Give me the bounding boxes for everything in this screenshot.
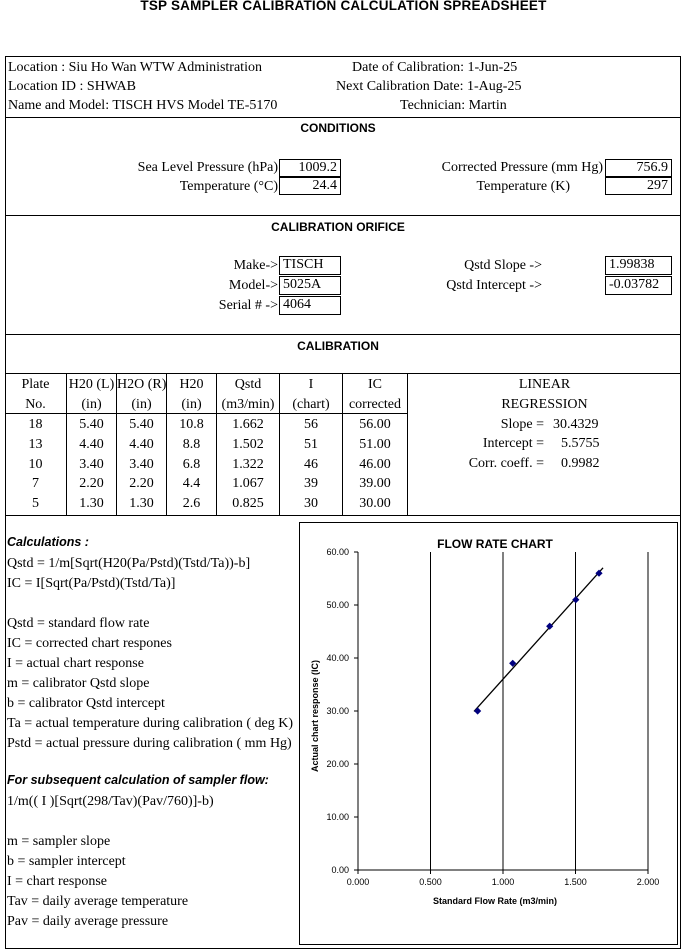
table-cell-ic-corrected: 39.00 [359,476,391,492]
technician: Technician: Martin [400,98,507,113]
table-cell-ic-corrected: 46.00 [359,456,391,472]
chart-title: FLOW RATE CHART [437,537,553,551]
def-i-chart-response: I = chart response [7,874,108,889]
col-header-h2o-r: H2O (R) [117,377,166,392]
slope-label: Slope = [500,417,544,432]
table-cell-h20: 4.4 [182,476,201,492]
table-cell-h20: 2.6 [182,496,201,512]
table-cell-i-chart: 30 [304,496,318,512]
subsequent-heading: For subsequent calculation of sampler flow: [7,773,269,787]
temperature-c-label: Temperature (°C) [179,179,278,194]
col-header-i-unit: (chart) [292,397,330,412]
model-label: Model-> [228,278,278,293]
table-cell-ic-corrected: 51.00 [359,436,391,452]
serial-label: Serial # -> [218,298,278,313]
table-cell-h2o-r: 3.40 [129,456,154,472]
table-cell-h20-l: 5.40 [79,417,104,432]
serial-value: 4064 [279,296,341,315]
table-cell-qstd: 1.502 [232,436,264,452]
table-cell-h20: 10.8 [179,417,204,432]
flow-rate-chart [299,522,678,945]
table-cell-i-chart: 39 [304,476,318,492]
model-value: 5025A [279,276,341,295]
col-header-h2o-r-unit: (in) [131,397,152,412]
qstd-intercept-label: Qstd Intercept -> [446,278,542,293]
table-cell-plate-no: 18 [28,417,43,432]
calc-line-ic-def: IC = corrected chart respones [7,636,172,651]
calc-line-pstd-def: Pstd = actual pressure during calibration ( mm Hg) [7,736,292,751]
corr-coeff-label: Corr. coeff. = [468,456,544,471]
y-tick-label: 20.00 [326,759,349,769]
y-tick-label: 30.00 [326,706,349,716]
conditions-title: CONDITIONS [300,121,376,135]
y-tick-label: 0.00 [331,865,349,875]
calculations-heading: Calculations : [7,535,89,549]
col-header-plate: Plate [21,377,50,392]
chart-canvas [299,522,678,945]
col-header-plate-unit: No. [25,397,46,412]
name-model-label: Name and Model: TISCH HVS Model TE-5170 [8,98,278,113]
make-value: TISCH [279,256,341,275]
temperature-c-value: 24.4 [279,177,341,195]
table-cell-plate-no: 7 [32,476,39,492]
table-cell-ic-corrected: 30.00 [359,496,391,512]
y-axis-label: Actual chart response (IC) [310,659,320,773]
sea-level-pressure-value: 1009.2 [279,159,341,177]
regression-title-1: LINEAR [518,377,571,392]
table-cell-plate-no: 5 [32,496,39,512]
temperature-k-value: 297 [605,177,672,195]
col-header-i: I [308,377,314,392]
location-label: Location : Siu Ho Wan WTW Administration [8,60,262,75]
def-b-sampler-intercept: b = sampler intercept [7,854,126,869]
x-tick-label: 0.000 [346,877,370,887]
regression-title-2: REGRESSION [501,397,588,412]
calculations-clip [0,550,300,945]
def-pav: Pav = daily average pressure [7,914,169,929]
table-cell-plate-no: 13 [28,436,43,452]
slope-value: 30.4329 [553,417,599,432]
table-cell-i-chart: 56 [304,417,318,432]
calc-line-i-def: I = actual chart response [7,656,144,671]
table-cell-i-chart: 51 [304,436,318,452]
table-cell-qstd: 1.662 [232,417,264,432]
corrected-pressure-value: 756.9 [605,159,672,177]
col-header-h20-l-unit: (in) [81,397,102,412]
y-tick-label: 40.00 [326,653,349,663]
table-cell-h20-l: 3.40 [79,456,104,472]
col-header-qstd-unit: (m3/min) [221,397,275,412]
calibration-title: CALIBRATION [297,339,379,353]
table-cell-h20: 6.8 [182,456,201,472]
table-cell-i-chart: 46 [304,456,318,472]
col-header-h20-unit: (in) [181,397,202,412]
table-cell-ic-corrected: 56.00 [359,417,391,432]
y-tick-label: 60.00 [326,547,349,557]
table-cell-h2o-r: 1.30 [129,496,154,512]
col-header-h20: H20 [179,377,204,392]
calc-line-ta-def: Ta = actual temperature during calibration ( deg K) [7,716,294,731]
table-cell-h20: 8.8 [182,436,201,452]
next-calibration-date: Next Calibration Date: 1-Aug-25 [336,79,522,94]
y-tick-label: 10.00 [326,812,349,822]
table-cell-h20-l: 2.20 [79,476,104,492]
table-cell-h20-l: 1.30 [79,496,104,512]
table-cell-h2o-r: 2.20 [129,476,154,492]
x-tick-label: 0.500 [419,877,442,887]
x-tick-label: 1.000 [491,877,515,887]
col-header-ic: IC [368,377,382,392]
x-axis-label: Standard Flow Rate (m3/min) [432,896,558,906]
table-cell-qstd: 1.067 [232,476,264,492]
table-cell-qstd: 1.322 [232,456,264,472]
x-tick-label: 2.000 [636,877,660,887]
sampler-flow-formula: 1/m(( I )[Sqrt(298/Tav)(Pav/760)]-b) [7,794,214,809]
y-tick-label: 50.00 [326,600,349,610]
qstd-slope-value: 1.99838 [605,256,672,275]
table-cell-plate-no: 10 [28,456,43,472]
calc-line-ic-formula: IC = I[Sqrt(Pa/Pstd)(Tstd/Ta)] [7,576,176,591]
table-cell-h2o-r: 5.40 [129,417,154,432]
table-cell-qstd: 0.825 [232,496,264,512]
calc-line-b-def: b = calibrator Qstd intercept [7,696,165,711]
qstd-intercept-value: -0.03782 [605,276,672,295]
calc-line-qstd-def: Qstd = standard flow rate [7,616,150,631]
x-tick-label: 1.500 [564,877,587,887]
col-header-qstd: Qstd [234,377,262,392]
corrected-pressure-label: Corrected Pressure (mm Hg) [441,160,603,175]
corr-coeff-value: 0.9982 [561,456,600,471]
calibration-date: Date of Calibration: 1-Jun-25 [352,60,518,75]
table-cell-h20-l: 4.40 [79,436,104,452]
intercept-value: 5.5755 [561,436,600,451]
sea-level-pressure-label: Sea Level Pressure (hPa) [137,160,278,175]
intercept-label: Intercept = [482,436,544,451]
orifice-title: CALIBRATION ORIFICE [271,220,405,234]
location-id-label: Location ID : SHWAB [8,79,136,94]
make-label: Make-> [233,258,278,273]
table-cell-h2o-r: 4.40 [129,436,154,452]
temperature-k-label: Temperature (K) [476,179,570,194]
def-tav: Tav = daily average temperature [7,894,189,909]
calc-line-m-def: m = calibrator Qstd slope [7,676,150,691]
calc-line-qstd-formula: Qstd = 1/m[Sqrt(H20(Pa/Pstd)(Tstd/Ta))-b] [7,556,251,571]
def-m-sampler-slope: m = sampler slope [7,834,111,849]
col-header-h20-l: H20 (L) [68,377,115,392]
page-title: TSP SAMPLER CALIBRATION CALCULATION SPREADSHEET [140,0,547,13]
qstd-slope-label: Qstd Slope -> [464,258,542,273]
col-header-ic-unit: corrected [348,397,402,412]
